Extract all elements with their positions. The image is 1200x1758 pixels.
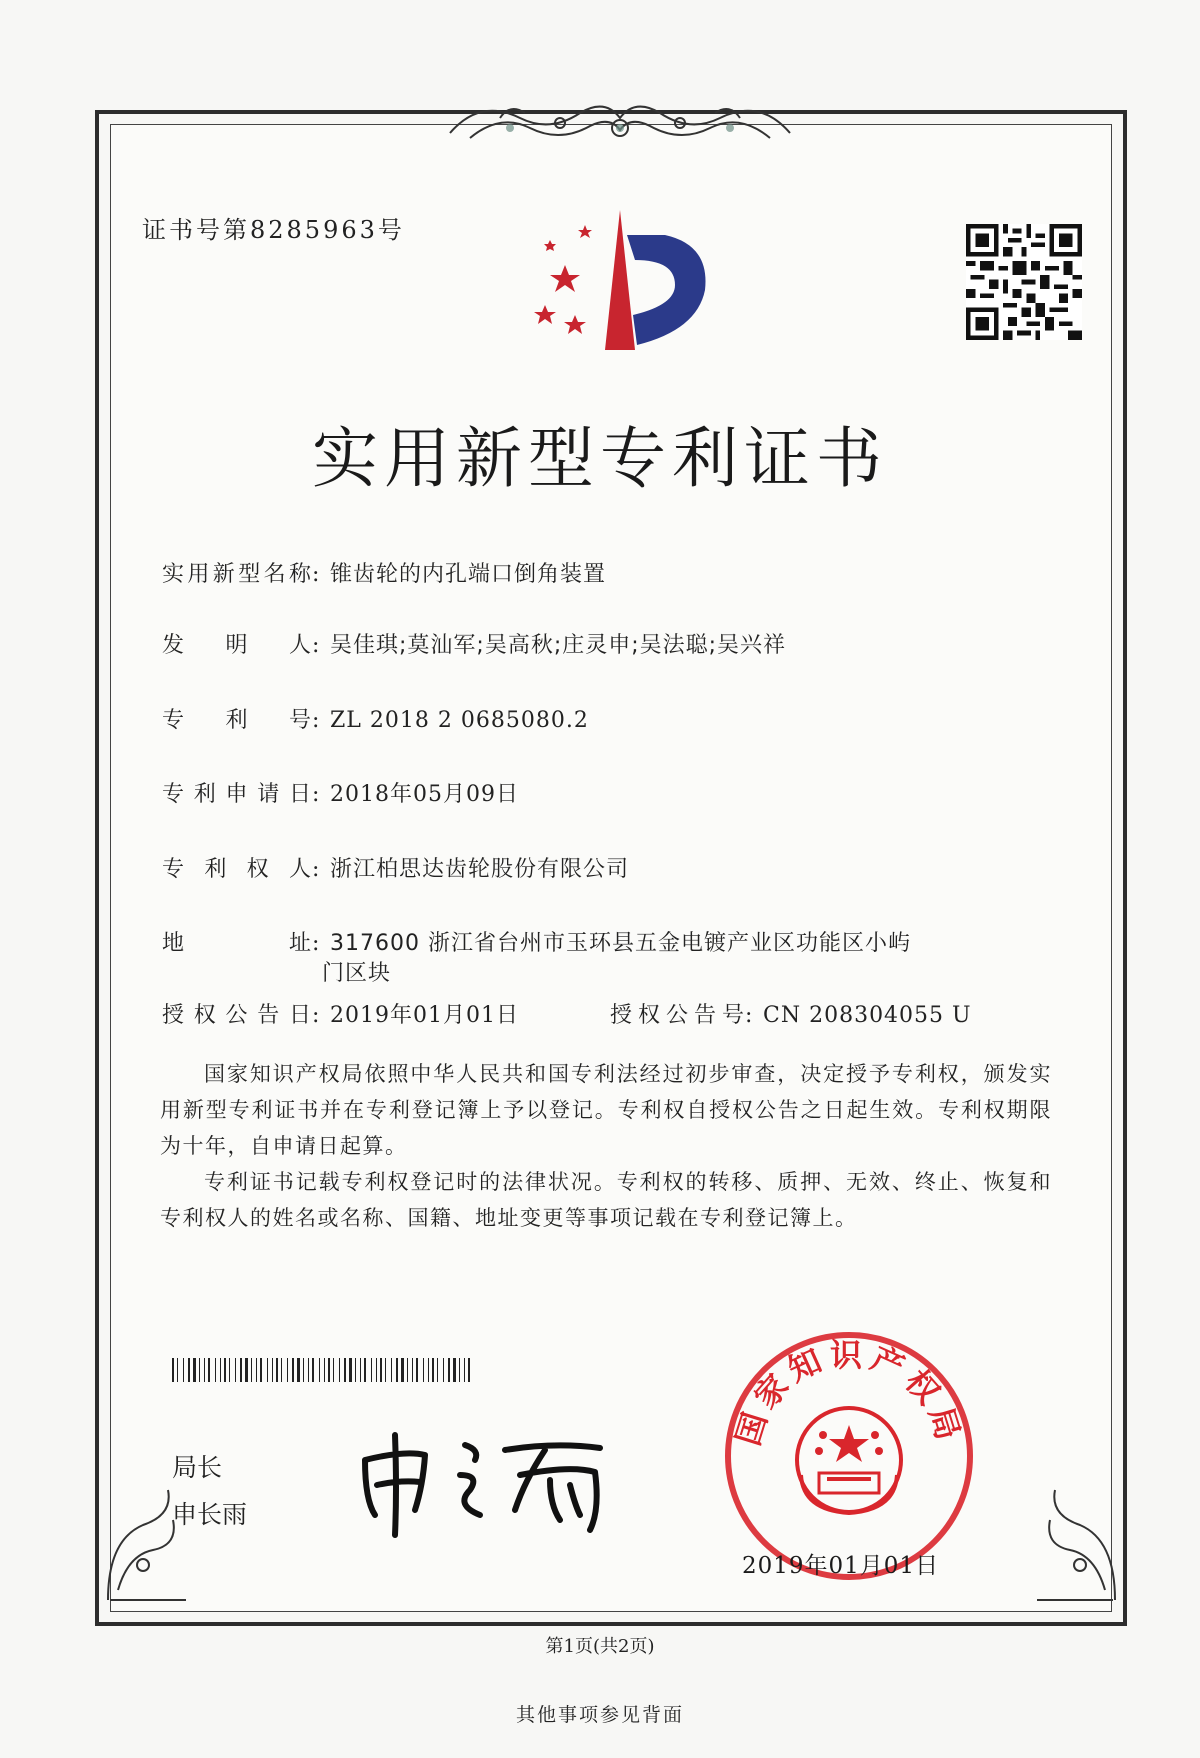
field-grant-date-value: 2019年01月01日: [330, 1003, 519, 1028]
patent-office-logo: [525, 205, 715, 355]
seal-text: 国家知识产权局: [728, 1336, 970, 1450]
field-grant-no: 授权公告号: CN 208304055 U: [610, 998, 972, 1029]
barcode: [172, 1358, 477, 1382]
seal-date: 2019年01月01日: [742, 1553, 940, 1579]
field-application-date-value: 2018年05月09日: [330, 782, 519, 807]
field-patent-no: 专利号: ZL 2018 2 0685080.2: [162, 703, 589, 734]
page-number: 第1页(共2页): [545, 1636, 655, 1657]
field-inventors-label: 发明人: [162, 633, 312, 658]
field-address-label: 地址: [162, 931, 312, 956]
certificate-number: 证书号第8285963号: [142, 216, 405, 244]
top-ornament: [440, 88, 800, 158]
field-application-date: 专利申请日: 2018年05月09日: [162, 777, 519, 808]
field-inventors-value: 吴佳琪;莫汕军;吴高秋;庄灵申;吴法聪;吴兴祥: [330, 633, 787, 658]
bottom-left-ornament: [98, 1470, 188, 1610]
legal-paragraph-2: 专利证书记载专利权登记时的法律状况。专利权的转移、质押、无效、终止、恢复和专利权人的姓名或名称、国籍、地址变更等事项记载在专利登记簿上。: [160, 1170, 1052, 1230]
field-address-value-line1: 317600 浙江省台州市玉环县五金电镀产业区功能区小屿: [330, 931, 911, 956]
field-address-value-line2: 门区块: [322, 961, 392, 986]
field-patent-no-label: 专利号: [162, 708, 312, 733]
signatory-title: 局长: [172, 1453, 223, 1482]
qr-code: [966, 224, 1082, 340]
field-patentee-label: 专利权人: [162, 857, 312, 882]
field-grant-date-label: 授权公告日: [162, 1003, 312, 1028]
certificate-title: 实用新型专利证书: [312, 420, 888, 497]
field-name-label: 实用新型名称: [162, 562, 312, 587]
field-patentee-value: 浙江柏思达齿轮股份有限公司: [330, 857, 630, 882]
field-name-value: 锥齿轮的内孔端口倒角装置: [330, 562, 607, 587]
field-application-date-label: 专利申请日: [162, 782, 312, 807]
field-patentee: 专利权人: 浙江柏思达齿轮股份有限公司: [162, 852, 629, 883]
field-inventors: 发明人: 吴佳琪;莫汕军;吴高秋;庄灵申;吴法聪;吴兴祥: [162, 628, 786, 659]
bottom-right-ornament: [1035, 1470, 1125, 1610]
legal-paragraph-1: 国家知识产权局依照中华人民共和国专利法经过初步审查，决定授予专利权，颁发实用新型专利证书并在专利登记簿上予以登记。专利权自授权公告之日起生效。专利权期限为十年，自申请日起算。: [160, 1062, 1052, 1158]
signatory-name: 申长雨: [172, 1500, 248, 1529]
field-grant-date: 授权公告日: 2019年01月01日: [162, 998, 519, 1029]
handwritten-signature: [355, 1420, 615, 1540]
field-grant-no-label: 授权公告号: [610, 1003, 745, 1028]
field-address: 地址: 317600 浙江省台州市玉环县五金电镀产业区功能区小屿: [162, 926, 911, 957]
field-name: 实用新型名称: 锥齿轮的内孔端口倒角装置: [162, 557, 606, 588]
field-grant-no-value: CN 208304055 U: [763, 1003, 972, 1028]
field-patent-no-value: ZL 2018 2 0685080.2: [330, 708, 589, 733]
footer-note: 其他事项参见背面: [515, 1704, 684, 1726]
